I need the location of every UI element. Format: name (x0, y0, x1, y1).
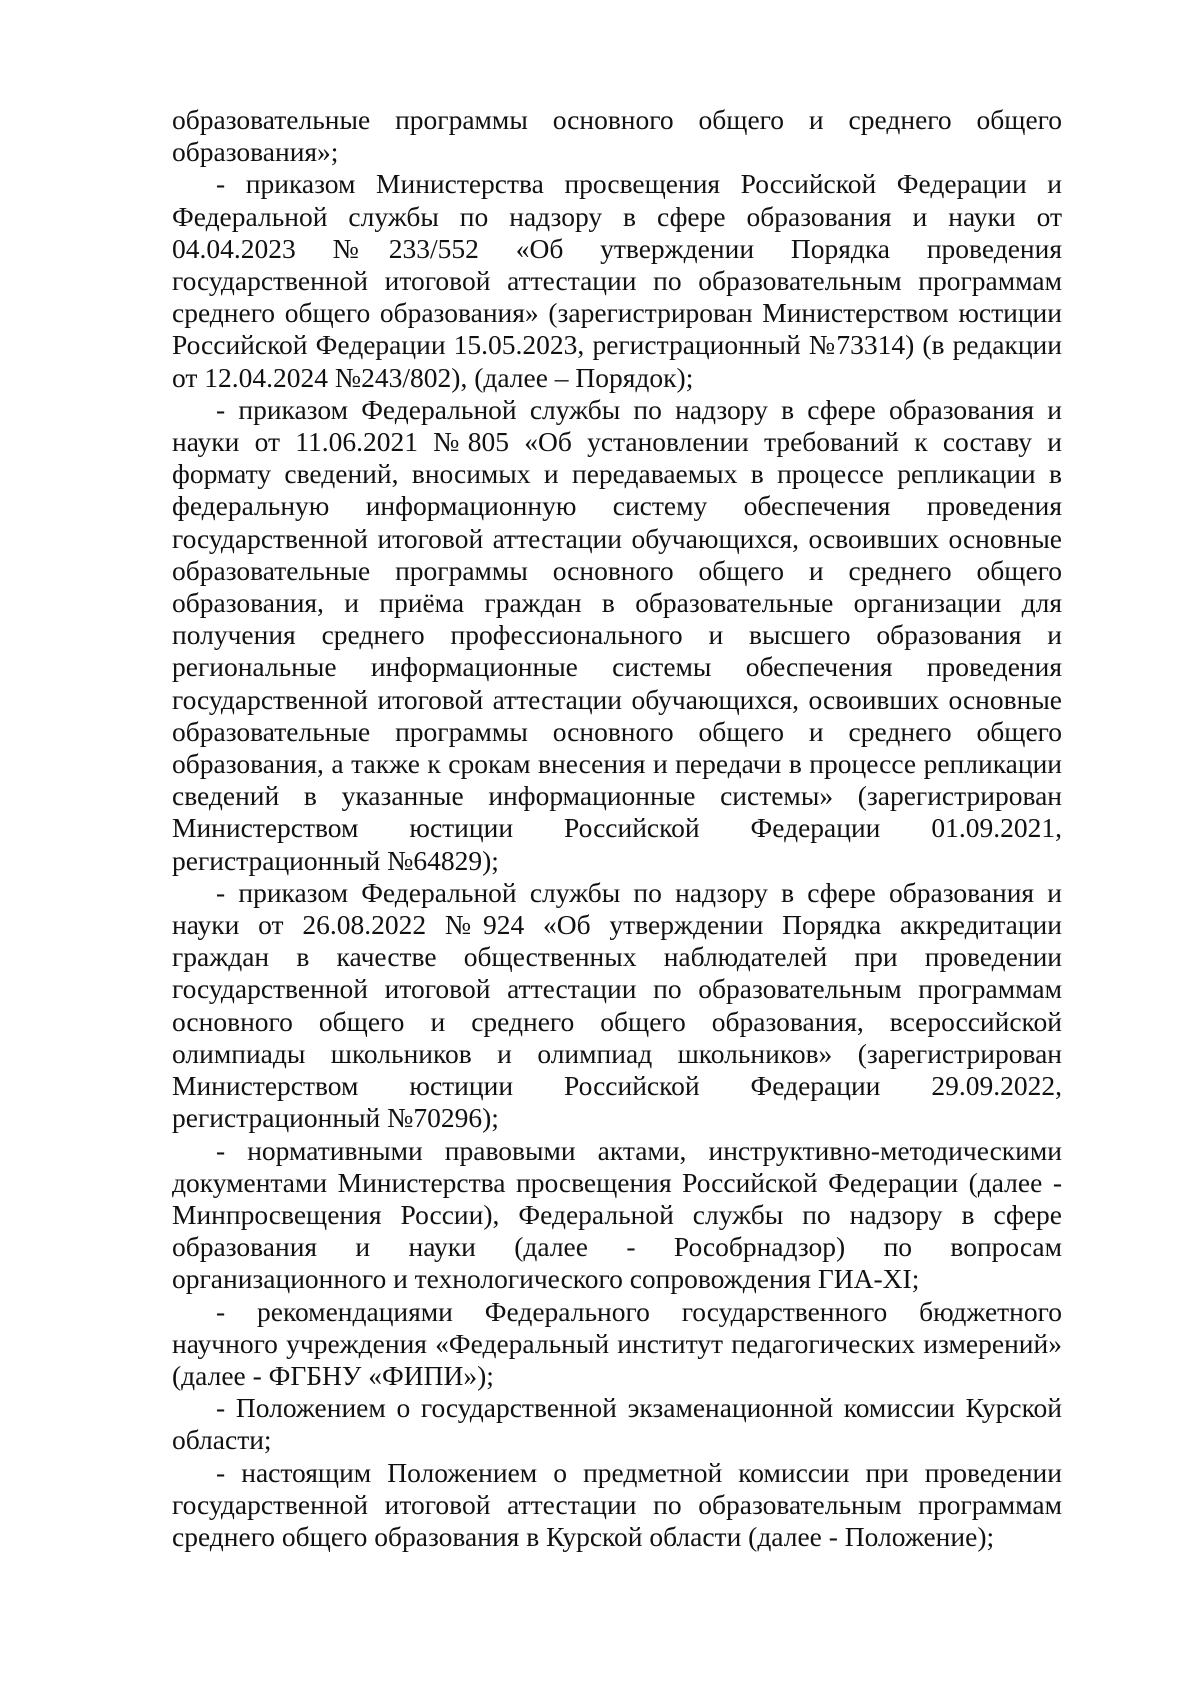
paragraph-normative-acts: - нормативными правовыми актами, инструктивно-методическими документами Министерства просвещения Российской Федерации (далее - Минпросвещения России), Федеральной службы по надзору в сфере образования и науки (далее - Рособрнадзор) по вопросам организационного и технологического сопровождения ГИА-XI; (172, 1134, 1062, 1295)
paragraph-continuation: образовательные программы основного общего и среднего общего образования»; (172, 104, 1062, 168)
paragraph-present-regulation: - настоящим Положением о предметной комиссии при проведении государственной итоговой аттестации по образовательным программам среднего общего образования в Курской области (далее - Положение); (172, 1456, 1062, 1552)
paragraph-fipi-recommendations: - рекомендациями Федерального государственного бюджетного научного учреждения «Федеральный институт педагогических измерений» (далее - ФГБНУ «ФИПИ»); (172, 1295, 1062, 1391)
paragraph-order-924: - приказом Федеральной службы по надзору в сфере образования и науки от 26.08.2022 №924 «Об утверждении Порядка аккредитации граждан в качестве общественных наблюдателей при проведении государственной итоговой аттестации по образовательным программам основного общего и среднего общего образования, всероссийской олимпиады школьников и олимпиад школьников» (зарегистрирован Министерством юстиции Российской Федерации 29.09.2022, регистрационный №70296); (172, 876, 1062, 1134)
paragraph-gek-regulation: - Положением о государственной экзаменационной комиссии Курской области; (172, 1392, 1062, 1456)
paragraph-order-233-552: - приказом Министерства просвещения Российской Федерации и Федеральной службы по надзору в сфере образования и науки от 04.04.2023 №233/552 «Об утверждении Порядка проведения государственной итоговой аттестации по образовательным программам среднего общего образования» (зарегистрирован Министерством юстиции Российской Федерации 15.05.2023, регистрационный №73314) (в редакции от 12.04.2024 №243/802), (далее – Порядок); (172, 168, 1062, 393)
paragraph-order-805: - приказом Федеральной службы по надзору в сфере образования и науки от 11.06.2021 №805 «Об установлении требований к составу и формату сведений, вносимых и передаваемых в процессе репликации в федеральную информационную систему обеспечения проведения государственной итоговой аттестации обучающихся, освоивших основные образовательные программы основного общего и среднего общего образования, и приёма граждан в образовательные организации для получения среднего профессионального и высшего образования и региональные информационные системы обеспечения проведения государственной итоговой аттестации обучающихся, освоивших основные образовательные программы основного общего и среднего общего образования, а также к срокам внесения и передачи в процессе репликации сведений в указанные информационные системы» (зарегистрирован Министерством юстиции Российской Федерации 01.09.2021, регистрационный №64829); (172, 393, 1062, 876)
document-body (172, 104, 1062, 1553)
